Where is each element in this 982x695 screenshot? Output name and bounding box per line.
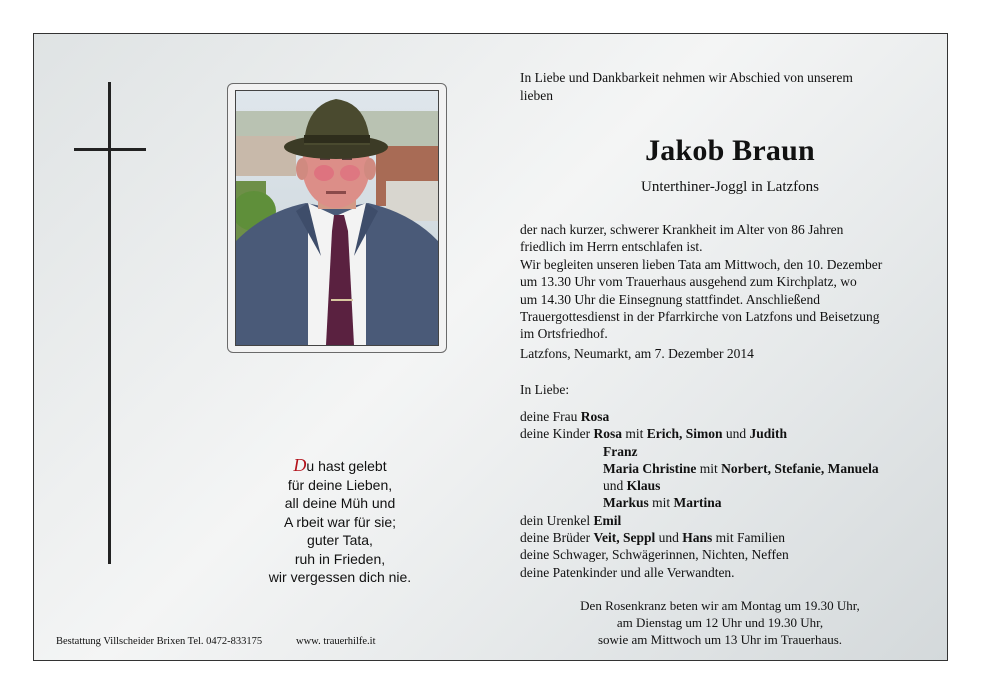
rosary-line: sowie am Mittwoch um 13 Uhr im Trauerhaus. (597, 632, 843, 647)
deceased-nickname: Unterthiner-Joggl in Latzfons (641, 179, 819, 195)
paragraph-line: Wir begleiten unseren lieben Tata am Mittwoch, den 10. Dezember (520, 256, 883, 272)
family-label: deine Kinder (520, 426, 594, 442)
family-row-child (520, 477, 930, 494)
paragraph-line: um 13.30 Uhr vom Trauerhaus ausgehend zum Kirchplatz, wo (520, 274, 857, 290)
website-link[interactable]: www. trauerhilfe.it (296, 636, 376, 647)
family-row-brothers (520, 529, 930, 546)
family-label: dein Urenkel (520, 512, 594, 528)
poem-line: für deine Lieben, (287, 476, 393, 493)
family-name: Markus (603, 495, 649, 511)
family-label: und (722, 426, 750, 442)
portrait-photo (235, 90, 439, 346)
poem-line: guter Tata, (307, 532, 373, 548)
cross-icon-horizontal (74, 148, 146, 151)
family-name: Klaus (626, 478, 661, 494)
intro-line: lieben (520, 88, 553, 103)
announcement-paragraph (520, 221, 930, 343)
cross-icon-vertical (108, 82, 111, 564)
family-row-child (520, 460, 930, 477)
family-row-child (520, 494, 930, 511)
family-row-inlaws: deine Schwager, Schwägerinnen, Nichten, Neffen (520, 547, 789, 563)
family-label: mit Familien (712, 530, 786, 546)
paragraph-line: im Ortsfriedhof. (520, 326, 608, 342)
family-label: mit (696, 460, 722, 476)
portrait-frame (227, 83, 447, 353)
family-label: und (655, 530, 683, 546)
poem-line: u hast gelebt (306, 458, 387, 474)
family-label: deine Brüder (520, 530, 594, 546)
family-name: Maria Christine (603, 460, 697, 476)
place-date: Latzfons, Neumarkt, am 7. Dezember 2014 (520, 346, 754, 361)
poem-line: all deine Müh und (284, 495, 396, 511)
poem-dropcap: D (293, 455, 307, 475)
family-label: deine Frau (520, 409, 581, 424)
family-name: Erich, Simon (646, 426, 723, 442)
family-row-wife (520, 408, 930, 425)
funeral-home-info: Bestattung Villscheider Brixen Tel. 0472-833175 (56, 636, 263, 647)
family-name: Judith (749, 426, 788, 442)
paragraph-line: friedlich im Herrn entschlafen ist. (520, 239, 703, 255)
family-name: Veit, Seppl (593, 530, 656, 546)
family-row-children (520, 425, 930, 442)
family-label: mit (622, 426, 647, 442)
family-name: Rosa (593, 426, 622, 442)
family-name: Martina (673, 495, 722, 511)
family-name: Franz (603, 443, 638, 459)
rosary-schedule (555, 597, 885, 648)
in-liebe-label: In Liebe: (520, 382, 570, 397)
rosary-line: am Dienstag um 12 Uhr und 19.30 Uhr, (616, 615, 824, 630)
paragraph-line: der nach kurzer, schwerer Krankheit im Alter von 86 Jahren (520, 222, 844, 237)
family-row-child (520, 443, 930, 460)
intro-line: In Liebe und Dankbarkeit nehmen wir Abschied von unserem (520, 70, 853, 85)
family-name: Rosa (580, 409, 610, 424)
poem-line: ruh in Frieden, (294, 550, 386, 567)
family-row-godchildren: deine Patenkinder und alle Verwandten. (520, 564, 735, 580)
family-name: Norbert, Stefanie, Manuela (721, 460, 879, 476)
poem-line: A rbeit war für sie; (283, 513, 397, 530)
deceased-name: Jakob Braun (645, 134, 815, 167)
family-name: Hans (682, 530, 713, 546)
portrait-illustration (236, 91, 438, 345)
family-row-grandchild (520, 512, 930, 529)
family-list (520, 408, 930, 581)
paragraph-line: um 14.30 Uhr die Einsegnung stattfindet. Anschließend (520, 291, 820, 307)
paragraph-line: Trauergottesdienst in der Pfarrkirche von Latzfons und Beisetzung (520, 309, 880, 325)
memorial-poem (240, 456, 440, 587)
intro-text (520, 69, 920, 105)
rosary-line: Den Rosenkranz beten wir am Montag um 19.30 Uhr, (580, 598, 860, 613)
poem-line: wir vergessen dich nie. (268, 569, 412, 585)
family-label: und (603, 478, 627, 494)
family-name: Emil (593, 512, 622, 528)
family-label: mit (648, 495, 674, 511)
